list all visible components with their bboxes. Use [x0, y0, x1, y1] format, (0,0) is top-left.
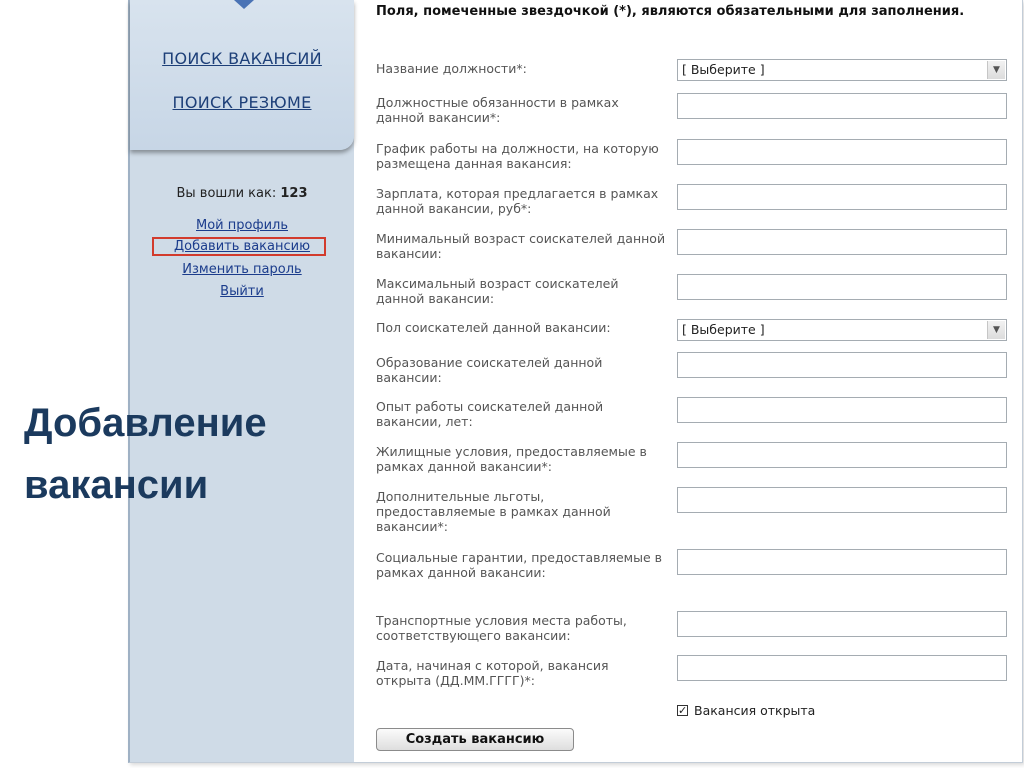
salary-label: Зарплата, которая предлагается в рамках данной вакансии, руб*: [376, 186, 659, 216]
vacancy-open-row[interactable] [677, 703, 815, 718]
logged-in-label: Вы вошли как: [176, 186, 277, 201]
experience-input[interactable] [677, 397, 1007, 423]
search-panel [130, 0, 354, 150]
position-title-select[interactable] [677, 59, 1007, 81]
max-age-label: Максимальный возраст соискателей данной вакансии: [376, 276, 619, 306]
open-date-input[interactable] [677, 655, 1007, 681]
duties-label: Должностные обязанности в рамках данной вакансии*: [376, 95, 619, 125]
open-date-label: Дата, начиная с которой, вакансия открыта (ДД.ММ.ГГГГ)*: [376, 658, 609, 688]
gender-value: [ Выберите ] [682, 322, 765, 337]
transport-input[interactable] [677, 611, 1007, 637]
overlay-title: Добавление вакансии [24, 401, 267, 507]
gender-select[interactable] [677, 319, 1007, 341]
add-vacancy-highlight [152, 237, 326, 256]
search-vacancies-link[interactable]: ПОИСК ВАКАНСИЙ [162, 49, 322, 68]
benefits-input[interactable] [677, 487, 1007, 513]
create-vacancy-button[interactable]: Создать вакансию [376, 728, 574, 751]
min-age-input[interactable] [677, 229, 1007, 255]
gender-label: Пол соискателей данной вакансии: [376, 320, 611, 335]
experience-label: Опыт работы соискателей данной вакансии, лет: [376, 399, 604, 429]
position-title-label: Название должности*: [376, 61, 527, 76]
position-title-value: [ Выберите ] [682, 62, 765, 77]
schedule-label: График работы на должности, на которую размещена данная вакансия: [376, 141, 659, 171]
social-input[interactable] [677, 549, 1007, 575]
salary-input[interactable] [677, 184, 1007, 210]
change-password-link[interactable]: Изменить пароль [182, 262, 302, 277]
username: 123 [280, 186, 308, 201]
chevron-down-icon[interactable]: ▼ [987, 61, 1005, 79]
education-label: Образование соискателей данной вакансии: [376, 355, 603, 385]
benefits-label: Дополнительные льготы, предоставляемые в рамках данной вакансии*: [376, 489, 611, 534]
education-input[interactable] [677, 352, 1007, 378]
search-resumes-link[interactable]: ПОИСК РЕЗЮМЕ [172, 93, 312, 112]
min-age-label: Минимальный возраст соискателей данной вакансии: [376, 231, 666, 261]
max-age-input[interactable] [677, 274, 1007, 300]
add-vacancy-link[interactable]: Добавить вакансию [173, 239, 311, 254]
housing-input[interactable] [677, 442, 1007, 468]
vacancy-open-label: Вакансия открыта [694, 703, 816, 718]
chevron-down-icon [234, 0, 254, 9]
logged-in-info [130, 186, 354, 201]
transport-label: Транспортные условия места работы, соответствующего вакансии: [376, 613, 627, 643]
logout-link[interactable]: Выйти [220, 284, 264, 299]
my-profile-link[interactable]: Мой профиль [196, 218, 288, 233]
housing-label: Жилищные условия, предоставляемые в рамках данной вакансии*: [376, 444, 647, 474]
vacancy-open-checkbox[interactable]: ✓ [678, 704, 688, 717]
required-fields-notice: Поля, помеченные звездочкой (*), являются обязательными для заполнения. [376, 4, 965, 19]
social-label: Социальные гарантии, предоставляемые в рамках данной вакансии: [376, 550, 662, 580]
duties-input[interactable] [677, 93, 1007, 119]
schedule-input[interactable] [677, 139, 1007, 165]
chevron-down-icon[interactable]: ▼ [987, 321, 1005, 339]
